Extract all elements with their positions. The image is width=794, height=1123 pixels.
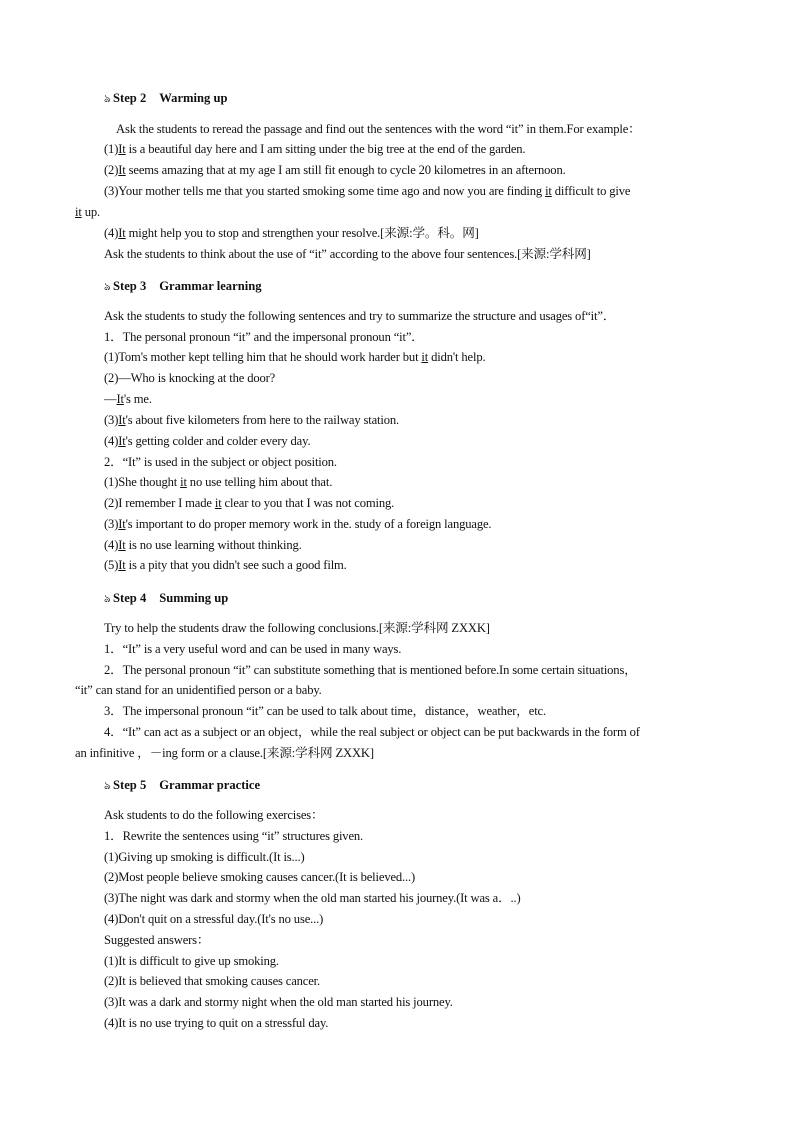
answer-item: (2)It is believed that smoking causes cancer. <box>104 974 321 988</box>
point-heading: 1．The personal pronoun “it” and the impersonal pronoun “it”． <box>104 330 424 344</box>
answer-item: (3)It was a dark and stormy night when the old man started his journey. <box>104 995 453 1009</box>
example-sentence: (3)It's about five kilometers from here to the railway station. <box>104 413 400 427</box>
step5-heading <box>104 777 260 794</box>
answer-item: (4)It is no use trying to quit on a stressful day. <box>104 1016 329 1030</box>
step-title: Summing up <box>159 591 229 605</box>
step-marker-icon: ঌ <box>104 780 111 792</box>
example-sentence: (1)Tom's mother kept telling him that he should work harder but it didn't help. <box>104 350 486 364</box>
step-title: Grammar practice <box>159 778 261 792</box>
answers-label: Suggested answers： <box>104 933 210 947</box>
step-label: Step 3 <box>113 279 147 293</box>
exercise-item: (3)The night was dark and stormy when the old man started his journey.(It was a．..) <box>104 891 521 905</box>
conclusion-item-cont: “it” can stand for an unidentified person or a baby. <box>75 683 322 697</box>
conclusion-item: 2．The personal pronoun “it” can substitute something that is mentioned before.In some certain situations， <box>104 663 637 677</box>
example-sentence: (2)It seems amazing that at my age I am still fit enough to cycle 20 kilometres in an afternoon. <box>104 163 566 177</box>
step3-intro: Ask the students to study the following sentences and try to summarize the structure and usages of“it”． <box>104 309 616 323</box>
point-heading: 2．“It” is used in the subject or object position. <box>104 455 337 469</box>
example-sentence: (3)It's important to do proper memory work in the. study of a foreign language. <box>104 517 492 531</box>
conclusion-item: 4．“It” can act as a subject or an object，while the real subject or object can be put backwards in the form of <box>104 725 640 739</box>
example-sentence: (4)It is no use learning without thinking. <box>104 538 302 552</box>
step2-intro: Ask the students to reread the passage and find out the sentences with the word “it” in them.For example： <box>116 122 641 136</box>
step-label: Step 4 <box>113 591 147 605</box>
conclusion-item-cont: an infinitive ，－ing form or a clause.[来源:学科网 ZXXK] <box>75 746 374 760</box>
conclusion-item: 1．“It” is a very useful word and can be used in many ways. <box>104 642 402 656</box>
exercise-item: (2)Most people believe smoking causes cancer.(It is believed...) <box>104 870 416 884</box>
step5-intro: Ask students to do the following exercises： <box>104 808 324 822</box>
step-title: Warming up <box>159 91 228 105</box>
example-sentence: (1)She thought it no use telling him about that. <box>104 475 333 489</box>
step3-heading <box>104 278 262 295</box>
example-sentence: (2)—Who is knocking at the door? <box>104 371 276 385</box>
example-sentence: (5)It is a pity that you didn't see such a good film. <box>104 558 347 572</box>
example-sentence: (1)It is a beautiful day here and I am sitting under the big tree at the end of the garden. <box>104 142 526 156</box>
step-label: Step 5 <box>113 778 147 792</box>
step2-outro: Ask the students to think about the use of “it” according to the above four sentences.[来源:学科网] <box>104 247 591 261</box>
example-sentence: (4)It might help you to stop and strengthen your resolve.[来源:学。科。网] <box>104 226 479 240</box>
example-sentence: —It's me. <box>104 392 152 406</box>
step-label: Step 2 <box>113 91 147 105</box>
step2-heading <box>104 90 227 107</box>
step4-heading <box>104 590 228 607</box>
step4-intro: Try to help the students draw the following conclusions.[来源:学科网 ZXXK] <box>104 621 490 635</box>
answer-item: (1)It is difficult to give up smoking. <box>104 954 279 968</box>
exercise-item: (1)Giving up smoking is difficult.(It is...) <box>104 850 305 864</box>
step-title: Grammar learning <box>159 279 262 293</box>
exercise-instruction: 1．Rewrite the sentences using “it” structures given. <box>104 829 364 843</box>
example-sentence: (2)I remember I made it clear to you that I was not coming. <box>104 496 395 510</box>
step-marker-icon: ঌ <box>104 593 111 605</box>
example-sentence-cont: it up. <box>75 205 100 219</box>
example-sentence: (4)It's getting colder and colder every day. <box>104 434 311 448</box>
step-marker-icon: ঌ <box>104 281 111 293</box>
conclusion-item: 3．The impersonal pronoun “it” can be used to talk about time，distance，weather，etc. <box>104 704 546 718</box>
exercise-item: (4)Don't quit on a stressful day.(It's no use...) <box>104 912 324 926</box>
step-marker-icon: ঌ <box>104 93 111 105</box>
example-sentence: (3)Your mother tells me that you started smoking some time ago and now you are finding it difficult to give <box>104 184 631 198</box>
